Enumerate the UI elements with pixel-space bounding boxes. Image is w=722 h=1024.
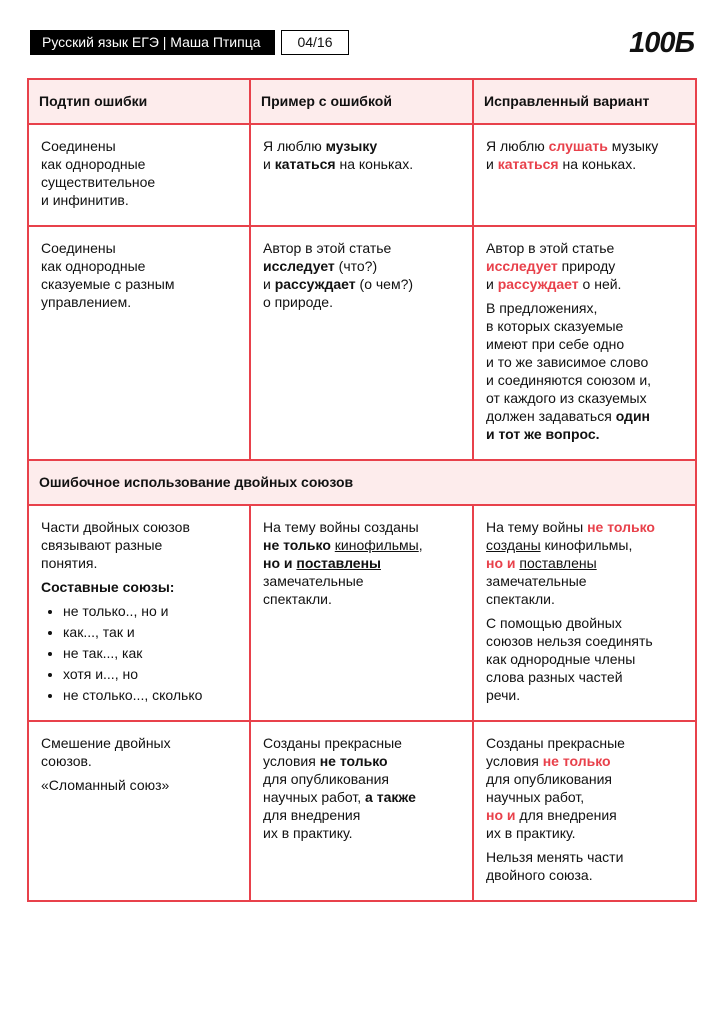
table-row	[28, 721, 696, 901]
section-row	[28, 460, 696, 505]
table-cell	[28, 721, 250, 901]
text-segment: На тему войны	[486, 519, 588, 535]
table-row	[28, 124, 696, 226]
paragraph	[41, 776, 239, 794]
text-segment: кинофильмы	[334, 537, 419, 553]
errors-table	[27, 78, 697, 902]
highlighted-text: кататься	[497, 156, 559, 172]
text-segment: для опубликования научных работ,	[486, 771, 612, 805]
text-segment: не только	[319, 753, 388, 769]
text-segment: Составные союзы:	[41, 579, 175, 595]
course-title: Русский язык ЕГЭ | Маша Птипца	[30, 30, 275, 55]
text-segment: рассуждает	[274, 276, 356, 292]
paragraph	[263, 518, 462, 608]
table-row	[28, 226, 696, 460]
paragraph	[486, 614, 685, 704]
conjunction-list	[41, 602, 239, 704]
highlighted-text: но и	[486, 807, 516, 823]
table-cell	[250, 505, 473, 721]
text-segment: поставлены	[296, 555, 381, 571]
paragraph	[486, 299, 685, 443]
text-segment: для внедрения их в практику.	[486, 807, 617, 841]
text-segment: на коньках.	[558, 156, 637, 172]
paragraph	[41, 239, 239, 311]
header-bar	[30, 30, 349, 55]
text-segment: Автор в этой статье	[263, 240, 392, 256]
text-segment: музыку	[325, 138, 378, 154]
table-cell	[473, 226, 696, 460]
table-header-row	[28, 79, 696, 124]
text-segment: Созданы прекрасные условия	[486, 735, 625, 769]
text-segment: кинофильмы,	[544, 537, 633, 553]
text-segment: один и тот же вопрос.	[486, 408, 651, 442]
table-cell	[28, 124, 250, 226]
table-cell	[250, 721, 473, 901]
paragraph	[263, 137, 462, 173]
paragraph	[263, 734, 462, 842]
text-segment: Смешение двойных союзов.	[41, 735, 171, 769]
table-cell	[473, 505, 696, 721]
text-segment: природу и	[486, 258, 616, 292]
table-cell	[28, 505, 250, 721]
text-segment: но и	[263, 555, 293, 571]
logo: 100Б	[629, 27, 694, 59]
text-segment: кататься	[274, 156, 336, 172]
text-segment: В предложениях, в которых сказуемые имеют при себе одно и то же зависимое слово и соединяются союзом и, от каждого из сказуемых должен задаваться	[486, 300, 652, 424]
table-cell	[473, 124, 696, 226]
list-item: • хотя и..., но	[63, 665, 239, 683]
text-segment: замечательные спектакли.	[486, 573, 587, 607]
highlighted-text: исследует	[486, 258, 558, 274]
text-segment: С помощью двойных союзов нельзя соединять как однородные члены слова разных частей речи.	[486, 615, 653, 703]
paragraph	[41, 518, 239, 572]
text-segment: (о чем?) о природе.	[263, 276, 414, 310]
column-header: Пример с ошибкой	[250, 79, 473, 124]
paragraph	[486, 848, 685, 884]
text-segment: Я люблю	[486, 138, 549, 154]
text-segment: На тему войны созданы	[263, 519, 419, 535]
text-segment: Я люблю	[263, 138, 326, 154]
table-cell	[473, 721, 696, 901]
text-segment: «Сломанный союз»	[41, 777, 170, 793]
text-segment: на коньках.	[335, 156, 414, 172]
text-segment: Автор в этой статье	[486, 240, 615, 256]
text-segment: Части двойных союзов связывают разные понятия.	[41, 519, 190, 571]
paragraph	[486, 518, 685, 608]
text-segment: для опубликования научных работ,	[263, 771, 389, 805]
text-segment: ,	[418, 537, 423, 553]
text-segment: не только	[263, 537, 331, 553]
paragraph	[486, 137, 685, 173]
highlighted-text: слушать	[548, 138, 608, 154]
table-cell	[28, 226, 250, 460]
text-segment: Соединены как однородные сказуемые с разным управлением.	[41, 240, 175, 310]
text-segment: для внедрения их в практику.	[263, 807, 361, 841]
list-item: • не только.., но и	[63, 602, 239, 620]
text-segment: исследует	[263, 258, 335, 274]
text-segment: музыку и	[486, 138, 659, 172]
paragraph	[41, 578, 239, 596]
text-segment: замечательные спектакли.	[263, 573, 364, 607]
paragraph	[263, 239, 462, 311]
column-header: Исправленный вариант	[473, 79, 696, 124]
list-item: • не столько..., сколько	[63, 686, 239, 704]
highlighted-text: не только	[542, 753, 611, 769]
text-segment: а также	[365, 789, 416, 805]
list-item: • не так..., как	[63, 644, 239, 662]
section-title: Ошибочное использование двойных союзов	[28, 460, 696, 505]
page-number: 04/16	[281, 30, 349, 55]
text-segment: Соединены как однородные существительное и инфинитив.	[41, 138, 156, 208]
list-item: • как..., так и	[63, 623, 239, 641]
highlighted-text: рассуждает	[497, 276, 579, 292]
text-segment: и	[263, 156, 271, 172]
table-cell	[250, 124, 473, 226]
paragraph	[41, 734, 239, 770]
paragraph	[486, 239, 685, 293]
text-segment: о ней.	[578, 276, 622, 292]
text-segment: Созданы прекрасные условия	[263, 735, 402, 769]
text-segment: созданы	[486, 537, 541, 553]
table-row	[28, 505, 696, 721]
text-segment: (что?) и	[263, 258, 378, 292]
column-header: Подтип ошибки	[28, 79, 250, 124]
paragraph	[486, 734, 685, 842]
table-cell	[250, 226, 473, 460]
paragraph	[41, 137, 239, 209]
text-segment: Нельзя менять части двойного союза.	[486, 849, 624, 883]
highlighted-text: но и	[486, 555, 516, 571]
highlighted-text: не только	[587, 519, 655, 535]
text-segment: поставлены	[519, 555, 597, 571]
